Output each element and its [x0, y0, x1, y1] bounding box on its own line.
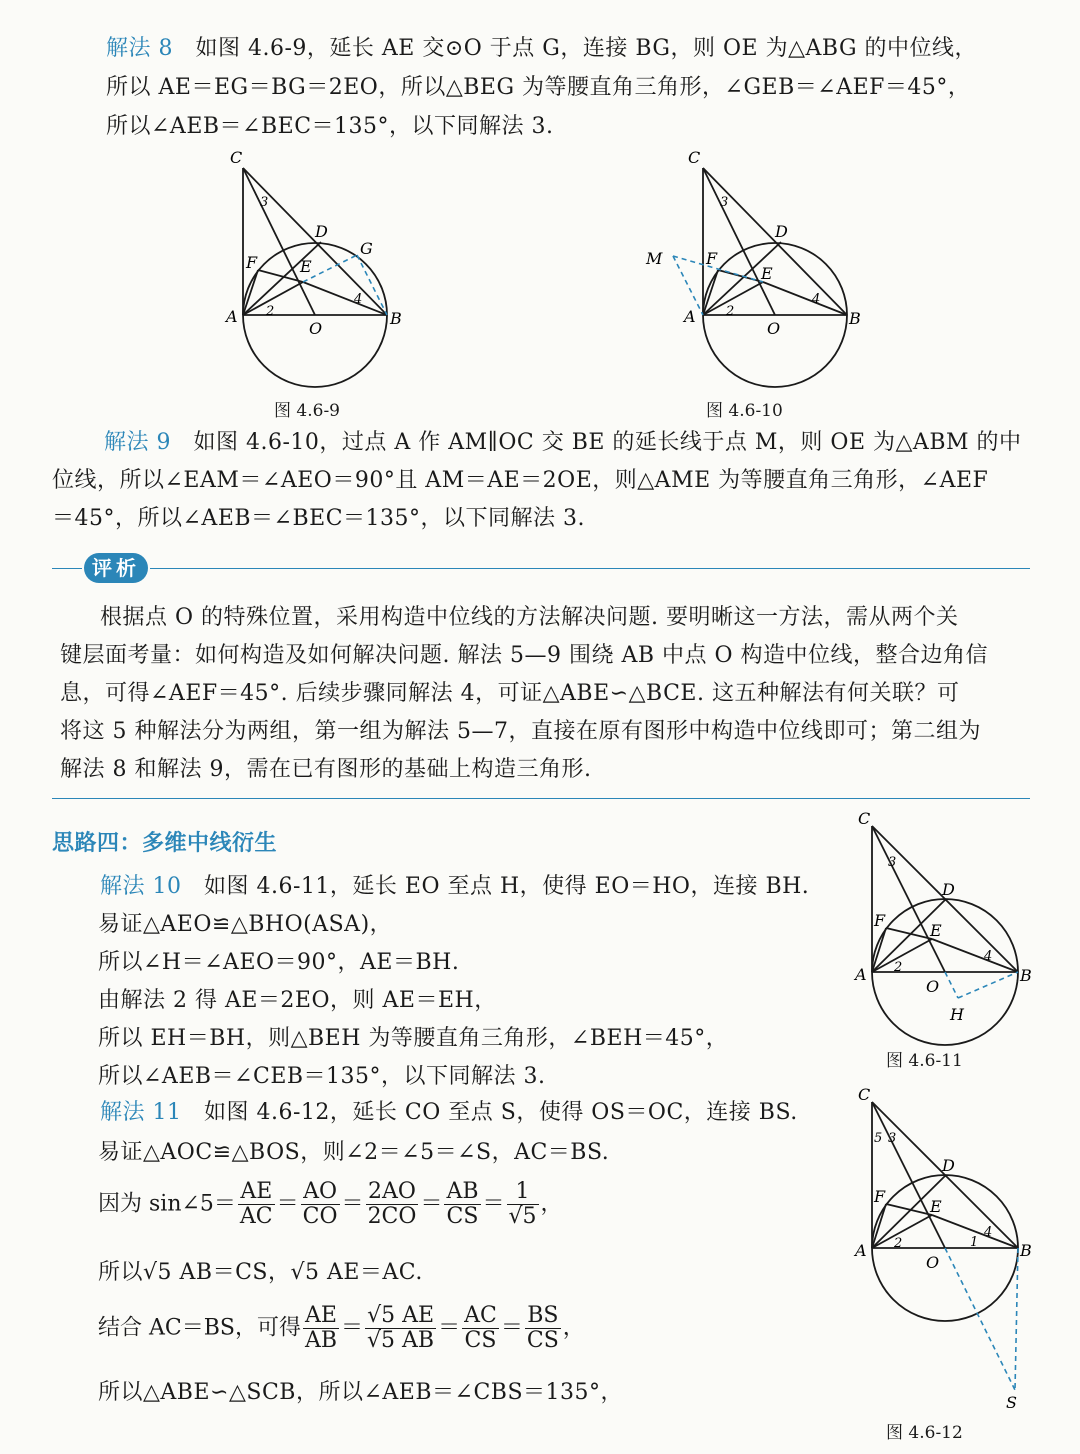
fig9-caption: 图 4.6-9 — [274, 401, 340, 421]
fig10-label-m: M — [646, 249, 663, 268]
fig12-label-o: O — [926, 1253, 940, 1272]
fig12-label-s: S — [1006, 1393, 1017, 1412]
method8-line3: 所以∠AEB＝∠BEC＝135°，以下同解法 3. — [106, 114, 554, 139]
method8-label: 解法 8 — [106, 36, 173, 61]
method10-line1 — [100, 872, 809, 902]
method10-line6: 所以∠AEB＝∠CEB＝135°，以下同解法 3. — [98, 1064, 546, 1089]
fig12-label-b: B — [1020, 1241, 1032, 1260]
fig11-label-4: 4 — [984, 949, 993, 964]
method9-line2: 位线，所以∠EAM＝∠AEO＝90°且 AM＝AE＝2OE，则△AME 为等腰直角三角形，∠AEF — [52, 468, 989, 493]
method10-line3: 所以∠H＝∠AEO＝90°，AE＝BH. — [98, 950, 460, 975]
combine-prefix: 结合 AC＝BS，可得 — [98, 1315, 301, 1341]
fig9-label-4: 4 — [354, 292, 363, 307]
fig11-label-b: B — [1020, 966, 1032, 985]
frac-ac-cs: $\frac{AC}{CS}$ — [464, 1303, 497, 1353]
fig12-label-3: 3 — [888, 1131, 897, 1146]
method11-line2: 易证△AOC≌△BOS，则∠2＝∠5＝∠S，AC＝BS. — [98, 1140, 610, 1165]
analysis-line4: 将这 5 种解法分为两组，第一组为解法 5—7，直接在原有图形中构造中位线即可；第二组为 — [60, 719, 981, 744]
fig10-caption: 图 4.6-10 — [706, 401, 783, 421]
frac-bs-cs: $\frac{BS}{CS}$ — [526, 1303, 559, 1353]
fig9-label-e: E — [300, 257, 312, 276]
frac-ao-co: $\frac{AO}{CO}$ — [302, 1179, 338, 1229]
fig9-label-2: 2 — [266, 304, 275, 319]
fig10-label-d: D — [775, 222, 788, 241]
method9-text1: 如图 4.6-10，过点 A 作 AM∥OC 交 BE 的延长线于点 M，则 OE 为△ABM 的中 — [193, 430, 1022, 455]
fig9-label-d: D — [315, 222, 328, 241]
fig11-caption: 图 4.6-11 — [886, 1051, 963, 1071]
analysis-line5: 解法 8 和解法 9，需在已有图形的基础上构造三角形. — [60, 757, 592, 782]
fig10-label-o: O — [767, 319, 781, 338]
fig9-label-a: A — [226, 307, 238, 326]
fig11-label-2: 2 — [894, 960, 903, 975]
fig10-label-4: 4 — [812, 292, 821, 307]
method10-line2: 易证△AEO≌△BHO(ASA)， — [98, 912, 393, 937]
section-divider — [52, 798, 1030, 799]
fig9-label-3: 3 — [260, 195, 269, 210]
method10-text1: 如图 4.6-11，延长 EO 至点 H，使得 EO＝HO，连接 BH. — [203, 874, 810, 899]
fig10-label-2: 2 — [726, 304, 735, 319]
frac-ae-ab: $\frac{AE}{AB}$ — [304, 1303, 338, 1353]
frac-ab-cs: $\frac{AB}{CS}$ — [446, 1179, 479, 1229]
section4-title: 思路四：多维中线衍生 — [52, 831, 278, 856]
method9-label: 解法 9 — [104, 430, 171, 455]
fig12-label-a: A — [855, 1241, 867, 1260]
figure-4-6-12 — [850, 1080, 1050, 1416]
frac-1-sqrt5: $\frac{1}{√5}$ — [508, 1179, 537, 1229]
fig12-label-f: F — [874, 1187, 886, 1206]
fig12-label-2: 2 — [894, 1236, 903, 1251]
fig12-label-d: D — [942, 1156, 955, 1175]
method9-line3: ＝45°，所以∠AEB＝∠BEC＝135°，以下同解法 3. — [52, 506, 586, 531]
fig10-label-f: F — [706, 249, 718, 268]
fig11-label-o: O — [926, 977, 940, 996]
method10-label: 解法 10 — [100, 874, 182, 899]
method11-combine-equation: 结合 AC＝BS，可得 $\frac{AE}{AB}$ ＝ $\frac{√5 AE}{√5 AB}$ ＝ $\frac{AC}{CS}$ ＝ $\frac{BS}{CS}$ ， — [98, 1303, 585, 1353]
fig11-label-a: A — [855, 965, 867, 984]
fig11-label-h: H — [950, 1005, 964, 1024]
fig9-label-o: O — [309, 319, 323, 338]
method11-label: 解法 11 — [100, 1100, 182, 1125]
fig9-label-g: G — [360, 239, 373, 258]
method11-line1 — [100, 1098, 798, 1128]
method11-text1: 如图 4.6-12，延长 CO 至点 S，使得 OS＝OC，连接 BS. — [203, 1100, 798, 1125]
method11-sin-equation: 因为 sin∠5＝ $\frac{AE}{AC}$ ＝ $\frac{AO}{CO}$ ＝ $\frac{2AO}{2CO}$ ＝ $\frac{AB}{CS}$ ＝ $\frac{1}{√5}$ ， — [98, 1179, 563, 1229]
fig12-label-1: 1 — [970, 1235, 979, 1250]
fig9-label-f: F — [246, 253, 258, 272]
method10-line4: 由解法 2 得 AE＝2EO，则 AE＝EH， — [98, 988, 497, 1013]
fig9-label-c: C — [230, 148, 243, 167]
method9-line1 — [104, 428, 1022, 458]
fig12-caption: 图 4.6-12 — [886, 1423, 963, 1443]
analysis-line2: 键层面考量：如何构造及如何解决问题. 解法 5—9 围绕 AB 中点 O 构造中位线，整合边角信 — [60, 643, 989, 668]
method11-line6: 所以△ABE∽△SCB，所以∠AEB＝∠CBS＝135°， — [98, 1380, 624, 1405]
fig12-label-e: E — [930, 1197, 942, 1216]
method8-text1: 如图 4.6-9，延长 AE 交⊙O 于点 G，连接 BG，则 OE 为△ABG 的中位线， — [195, 36, 978, 61]
analysis-line3: 息，可得∠AEF＝45°. 后续步骤同解法 4，可证△ABE∽△BCE. 这五种解法有何关联？可 — [60, 681, 960, 706]
figure-4-6-11 — [850, 808, 1050, 1048]
method8-line2: 所以 AE＝EG＝BG＝2EO，所以△BEG 为等腰直角三角形，∠GEB＝∠AEF＝45°， — [106, 75, 971, 100]
fig11-label-3: 3 — [888, 855, 897, 870]
fig11-label-d: D — [942, 880, 955, 899]
sin-prefix: 因为 sin∠5＝ — [98, 1191, 236, 1217]
fig10-label-b: B — [849, 309, 861, 328]
frac-2ao-2co: $\frac{2AO}{2CO}$ — [367, 1179, 417, 1229]
fig12-label-c: C — [858, 1085, 871, 1104]
method10-line5: 所以 EH＝BH，则△BEH 为等腰直角三角形，∠BEH＝45°， — [98, 1026, 729, 1051]
fig9-label-b: B — [390, 309, 402, 328]
figure-4-6-10 — [640, 148, 870, 394]
figure-4-6-9 — [220, 148, 410, 394]
fig11-label-c: C — [858, 809, 871, 828]
fig10-label-c: C — [688, 148, 701, 167]
fig12-label-4: 4 — [984, 1225, 993, 1240]
analysis-badge: 评析 — [84, 553, 148, 583]
fig11-label-e: E — [930, 921, 942, 940]
fig11-label-f: F — [874, 911, 886, 930]
fig10-label-a: A — [684, 307, 696, 326]
method8-line1 — [106, 34, 977, 64]
analysis-rule-right — [150, 568, 1030, 569]
frac-sqrt5ae-sqrt5ab: $\frac{√5 AE}{√5 AB}$ — [367, 1303, 435, 1353]
fig10-label-3: 3 — [720, 195, 729, 210]
fig10-label-e: E — [761, 264, 773, 283]
analysis-line1: 根据点 O 的特殊位置，采用构造中位线的方法解决问题. 要明晰这一方法，需从两个关 — [100, 605, 959, 630]
frac-ae-ac: $\frac{AE}{AC}$ — [239, 1179, 273, 1229]
analysis-rule-left — [52, 568, 82, 569]
method11-line4: 所以√5 AB＝CS，√5 AE＝AC. — [98, 1260, 423, 1285]
fig12-label-5: 5 — [874, 1131, 883, 1146]
